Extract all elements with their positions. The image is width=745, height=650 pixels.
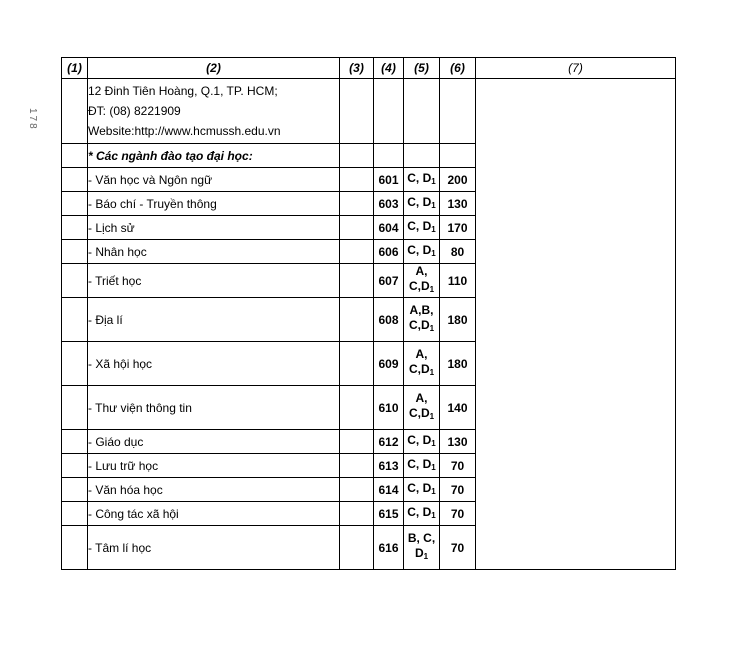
header-col-1: (1) xyxy=(62,58,88,79)
program-code: 608 xyxy=(374,298,404,342)
exam-block-text: C,D xyxy=(408,318,430,332)
exam-blocks xyxy=(404,386,440,430)
exam-blocks xyxy=(404,298,440,342)
program-code: 603 xyxy=(374,192,404,216)
exam-block-subscript: 1 xyxy=(431,510,436,520)
quota: 110 xyxy=(440,264,476,298)
program-name: - Lưu trữ học xyxy=(88,454,340,478)
header-col-4: (4) xyxy=(374,58,404,79)
exam-block-subscript: 1 xyxy=(431,486,436,496)
program-code: 601 xyxy=(374,168,404,192)
exam-block-text: C, D xyxy=(407,194,432,209)
address-row xyxy=(62,79,676,144)
exam-block-text: C,D xyxy=(408,406,430,420)
quota: 180 xyxy=(440,342,476,386)
program-code: 615 xyxy=(374,502,404,526)
quota: 180 xyxy=(440,298,476,342)
exam-block-text: A, xyxy=(415,264,428,278)
header-col-3: (3) xyxy=(340,58,374,79)
exam-blocks xyxy=(404,454,440,478)
exam-block-subscript: 1 xyxy=(429,324,435,333)
exam-blocks xyxy=(404,264,440,298)
exam-block-subscript: 1 xyxy=(431,176,436,186)
address-cell xyxy=(88,79,340,144)
exam-block-text: A, xyxy=(415,391,428,405)
exam-blocks xyxy=(404,168,440,192)
header-col-7: (7) xyxy=(476,58,676,79)
exam-block-text: C, D xyxy=(407,504,432,519)
exam-block-subscript: 1 xyxy=(423,552,429,561)
exam-block-text: A,B, xyxy=(409,303,434,317)
header-col-2: (2) xyxy=(88,58,340,79)
exam-blocks xyxy=(404,502,440,526)
program-name: - Văn hóa học xyxy=(88,478,340,502)
exam-block-text: C, D xyxy=(407,456,432,471)
exam-blocks xyxy=(404,240,440,264)
exam-block-subscript: 1 xyxy=(429,285,435,294)
quota: 80 xyxy=(440,240,476,264)
program-code: 604 xyxy=(374,216,404,240)
quota: 70 xyxy=(440,526,476,570)
notes-column xyxy=(476,79,676,570)
program-name: - Xã hội học xyxy=(88,342,340,386)
exam-block-text: C, D xyxy=(407,170,432,185)
quota: 130 xyxy=(440,430,476,454)
exam-block-text: C, D xyxy=(407,242,432,257)
program-name: - Triết học xyxy=(88,264,340,298)
exam-block-text: B, C, xyxy=(407,531,436,545)
program-name: - Báo chí - Truyền thông xyxy=(88,192,340,216)
exam-block-subscript: 1 xyxy=(431,462,436,472)
exam-blocks xyxy=(404,526,440,570)
program-code: 613 xyxy=(374,454,404,478)
program-code: 610 xyxy=(374,386,404,430)
program-name: - Nhân học xyxy=(88,240,340,264)
header-row xyxy=(62,58,676,79)
quota: 130 xyxy=(440,192,476,216)
program-name: - Thư viện thông tin xyxy=(88,386,340,430)
program-code: 612 xyxy=(374,430,404,454)
exam-block-subscript: 1 xyxy=(431,224,436,234)
page-number: 178 xyxy=(27,108,38,131)
header-col-5: (5) xyxy=(404,58,440,79)
quota: 170 xyxy=(440,216,476,240)
exam-block-subscript: 1 xyxy=(429,412,435,421)
program-code: 607 xyxy=(374,264,404,298)
program-code: 606 xyxy=(374,240,404,264)
exam-blocks xyxy=(404,342,440,386)
exam-blocks xyxy=(404,192,440,216)
exam-blocks xyxy=(404,478,440,502)
website-line: Website:http://www.hcmussh.edu.vn xyxy=(88,124,281,138)
header-col-6: (6) xyxy=(440,58,476,79)
exam-block-subscript: 1 xyxy=(429,368,435,377)
exam-block-text: C, D xyxy=(407,480,432,495)
exam-block-text: C,D xyxy=(408,279,430,293)
program-name: - Địa lí xyxy=(88,298,340,342)
section-title: * Các ngành đào tạo đại học: xyxy=(88,144,340,168)
exam-blocks xyxy=(404,216,440,240)
program-name: - Lịch sử xyxy=(88,216,340,240)
program-name: - Công tác xã hội xyxy=(88,502,340,526)
quota: 200 xyxy=(440,168,476,192)
exam-block-text: D xyxy=(414,546,424,560)
exam-block-subscript: 1 xyxy=(431,438,436,448)
exam-block-text: C, D xyxy=(407,218,432,233)
program-code: 616 xyxy=(374,526,404,570)
address-line: 12 Đinh Tiên Hoàng, Q.1, TP. HCM; xyxy=(88,84,278,98)
exam-block-text: A, xyxy=(415,347,428,361)
exam-block-subscript: 1 xyxy=(431,200,436,210)
quota: 70 xyxy=(440,502,476,526)
program-code: 609 xyxy=(374,342,404,386)
exam-blocks xyxy=(404,430,440,454)
exam-block-text: C,D xyxy=(408,362,430,376)
exam-block-subscript: 1 xyxy=(431,248,436,258)
exam-block-text: C, D xyxy=(407,432,432,447)
program-name: - Tâm lí học xyxy=(88,526,340,570)
program-name: - Giáo dục xyxy=(88,430,340,454)
admissions-table xyxy=(61,57,676,570)
quota: 70 xyxy=(440,478,476,502)
quota: 140 xyxy=(440,386,476,430)
phone-line: ĐT: (08) 8221909 xyxy=(88,104,181,118)
quota: 70 xyxy=(440,454,476,478)
program-code: 614 xyxy=(374,478,404,502)
program-name: - Văn học và Ngôn ngữ xyxy=(88,168,340,192)
